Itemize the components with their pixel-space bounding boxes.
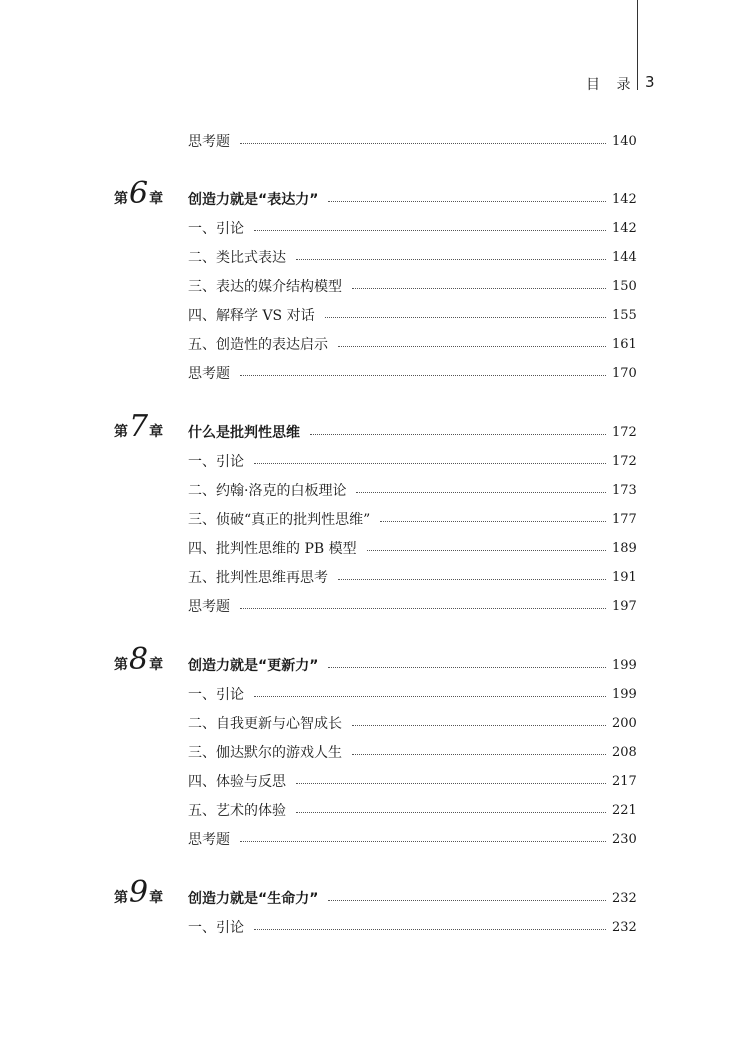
entry-page-number: 191 [612,569,637,585]
entry-title: 二、约翰·洛克的白板理论 [188,483,347,499]
entry-page-number: 199 [612,657,637,673]
dot-leader [240,375,606,376]
entry-title: 二、类比式表达 [188,250,286,266]
entry-page-number: 144 [612,249,637,265]
entry-page-number: 221 [612,802,637,818]
chapter-post: 章 [149,424,164,440]
toc-entry[interactable] [188,507,636,531]
chapter-post: 章 [149,657,164,673]
entry-page-number: 172 [612,424,637,440]
toc-chapter-entry[interactable] [188,653,636,677]
dot-leader [325,317,606,318]
entry-title: 思考题 [188,599,230,615]
running-header [0,72,750,94]
chapter-num: 8 [129,642,149,677]
entry-page-number: 170 [612,365,637,381]
entry-title: 思考题 [188,832,230,848]
chapter-num: 6 [129,176,149,211]
entry-title: 三、表达的媒介结构模型 [188,279,342,295]
dot-leader [254,463,606,464]
toc-entry[interactable] [188,274,636,298]
toc-entry[interactable] [188,740,636,764]
entry-page-number: 150 [612,278,637,294]
toc-entry[interactable] [188,245,636,269]
toc-chapter-entry[interactable] [188,420,636,444]
entry-title: 五、艺术的体验 [188,803,286,819]
chapter-number [114,176,164,211]
toc-entry[interactable] [188,129,636,153]
header-page-number: 3 [645,73,655,91]
entry-title: 四、体验与反思 [188,774,286,790]
toc-entry[interactable] [188,478,636,502]
chapter-number [114,642,164,677]
chapter-pre: 第 [114,191,128,207]
entry-title: 一、引论 [188,454,244,470]
entry-title: 三、伽达默尔的游戏人生 [188,745,342,761]
dot-leader [352,754,606,755]
chapter-post: 章 [149,191,164,207]
dot-leader [352,288,606,289]
chapter-pre: 第 [114,890,128,906]
dot-leader [254,230,606,231]
toc-entry[interactable] [188,303,636,327]
toc-entry[interactable] [188,798,636,822]
toc-entry[interactable] [188,594,636,618]
entry-title: 一、引论 [188,687,244,703]
dot-leader [254,696,606,697]
dot-leader [296,783,606,784]
toc-chapter-entry[interactable] [188,187,636,211]
toc-entry[interactable] [188,332,636,356]
dot-leader [338,579,606,580]
dot-leader [240,608,606,609]
chapter-number [114,409,164,444]
chapter-pre: 第 [114,424,128,440]
entry-title: 二、自我更新与心智成长 [188,716,342,732]
dot-leader [240,143,606,144]
toc-entry[interactable] [188,361,636,385]
dot-leader [338,346,606,347]
entry-title: 四、解释学 VS 对话 [188,308,315,324]
toc-entry[interactable] [188,536,636,560]
toc-entry[interactable] [188,711,636,735]
entry-title: 什么是批判性思维 [188,425,300,441]
entry-page-number: 208 [612,744,637,760]
entry-title: 创造力就是“更新力” [188,658,319,674]
entry-page-number: 155 [612,307,637,323]
entry-page-number: 200 [612,715,637,731]
dot-leader [328,201,606,202]
dot-leader [240,841,606,842]
entry-title: 四、批判性思维的 PB 模型 [188,541,357,557]
entry-page-number: 172 [612,453,637,469]
dot-leader [352,725,606,726]
entry-page-number: 177 [612,511,637,527]
header-title: 目 录 [586,77,637,93]
dot-leader [356,492,606,493]
dot-leader [367,550,606,551]
chapter-num: 7 [129,409,149,444]
chapter-number [114,875,164,910]
entry-title: 创造力就是“表达力” [188,192,319,208]
entry-title: 创造力就是“生命力” [188,891,319,907]
chapter-num: 9 [129,875,149,910]
entry-page-number: 173 [612,482,637,498]
entry-page-number: 230 [612,831,637,847]
entry-page-number: 199 [612,686,637,702]
entry-page-number: 232 [612,890,637,906]
toc-entry[interactable] [188,216,636,240]
entry-title: 思考题 [188,134,230,150]
chapter-post: 章 [149,890,164,906]
toc-entry[interactable] [188,449,636,473]
dot-leader [380,521,606,522]
entry-title: 三、侦破“真正的批判性思维” [188,512,371,528]
entry-page-number: 140 [612,133,637,149]
dot-leader [328,900,606,901]
entry-page-number: 161 [612,336,637,352]
entry-page-number: 232 [612,919,637,935]
dot-leader [328,667,606,668]
entry-page-number: 197 [612,598,637,614]
toc-entry[interactable] [188,827,636,851]
toc-entry[interactable] [188,769,636,793]
toc-entry[interactable] [188,565,636,589]
dot-leader [296,259,606,260]
toc-entry[interactable] [188,915,636,939]
entry-title: 五、创造性的表达启示 [188,337,328,353]
dot-leader [296,812,606,813]
entry-page-number: 217 [612,773,637,789]
toc-entry[interactable] [188,682,636,706]
toc-chapter-entry[interactable] [188,886,636,910]
entry-title: 一、引论 [188,920,244,936]
dot-leader [254,929,606,930]
entry-title: 思考题 [188,366,230,382]
entry-title: 五、批判性思维再思考 [188,570,328,586]
entry-title: 一、引论 [188,221,244,237]
entry-page-number: 142 [612,220,637,236]
chapter-pre: 第 [114,657,128,673]
dot-leader [310,434,606,435]
entry-page-number: 189 [612,540,637,556]
entry-page-number: 142 [612,191,637,207]
